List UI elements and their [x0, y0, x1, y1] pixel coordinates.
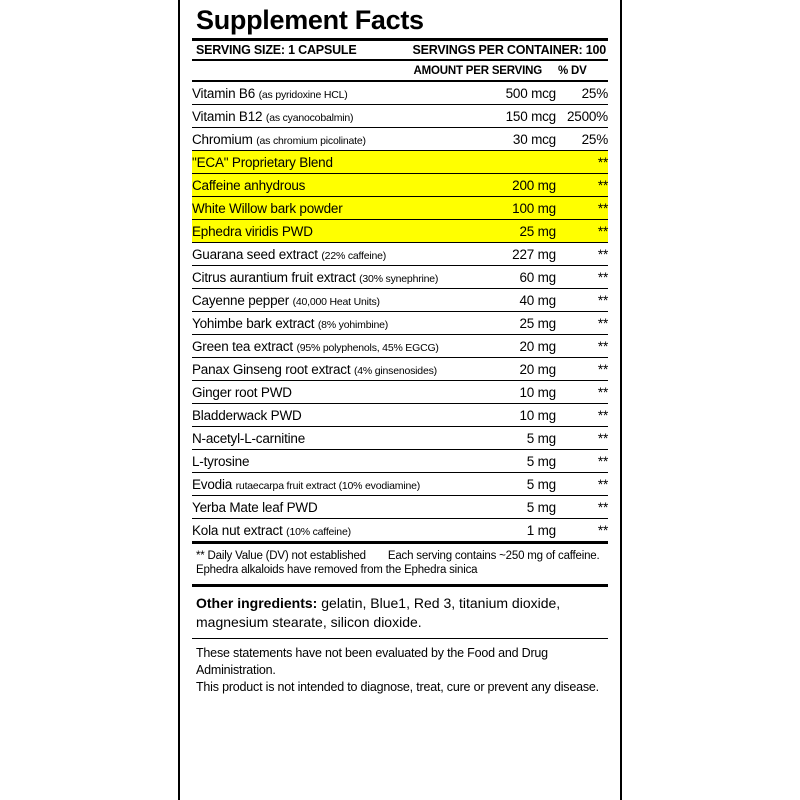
- table-row-highlighted: [192, 196, 608, 219]
- nutrient-name: [192, 357, 470, 380]
- nutrient-dv: **: [556, 518, 608, 542]
- nutrient-source-text: rutaecarpa fruit extract (10% evodiamine): [235, 479, 421, 492]
- nutrient-name: [192, 495, 470, 518]
- nutrient-dv: **: [556, 403, 608, 426]
- nutrient-source-text: (as cyanocobalmin): [265, 111, 354, 124]
- nutrient-dv: 25%: [556, 82, 608, 105]
- footnote-line-1: [196, 549, 606, 563]
- nutrient-name-text: Chromium: [192, 131, 253, 147]
- nutrient-name-text: "ECA" Proprietary Blend: [192, 154, 333, 170]
- nutrient-amount: 60 mg: [470, 265, 556, 288]
- amount-per-serving-header: AMOUNT PER SERVING: [413, 64, 542, 77]
- nutrient-dv: **: [556, 334, 608, 357]
- table-row: [192, 357, 608, 380]
- nutrient-name: [192, 311, 470, 334]
- nutrient-amount: 5 mg: [470, 472, 556, 495]
- nutrient-dv: **: [556, 219, 608, 242]
- nutrient-amount: 25 mg: [470, 311, 556, 334]
- table-row-highlighted: [192, 150, 608, 173]
- nutrient-amount: 100 mg: [470, 196, 556, 219]
- nutrient-dv: **: [556, 357, 608, 380]
- nutrient-name-text: Ginger root PWD: [192, 384, 292, 400]
- daily-value-header: % DV: [558, 64, 587, 77]
- page-title: Supplement Facts: [196, 5, 424, 35]
- nutrient-name-text: Yohimbe bark extract: [192, 315, 315, 331]
- nutrient-name-text: Vitamin B6: [192, 85, 256, 101]
- nutrient-name-text: Green tea extract: [192, 338, 293, 354]
- nutrient-source-text: (40,000 Heat Units): [292, 295, 380, 308]
- fda-disclaimer: [192, 638, 608, 700]
- nutrient-amount: 5 mg: [470, 495, 556, 518]
- table-row: [192, 334, 608, 357]
- nutrient-name-text: N-acetyl-L-carnitine: [192, 430, 306, 446]
- nutrient-dv: **: [556, 288, 608, 311]
- footnote-dv-text: ** Daily Value (DV) not established: [196, 549, 366, 562]
- nutrient-name-text: Kola nut extract: [192, 522, 283, 538]
- nutrient-amount: 200 mg: [470, 173, 556, 196]
- nutrient-dv: **: [556, 173, 608, 196]
- nutrient-amount: 500 mcg: [470, 82, 556, 105]
- serving-size-text: SERVING SIZE: 1 CAPSULE: [196, 42, 357, 57]
- table-row: [192, 380, 608, 403]
- nutrients-table-body: [192, 82, 608, 543]
- disclaimer-line-1: These statements have not been evaluated by the Food and Drug Administration.: [196, 645, 548, 677]
- nutrient-amount: 20 mg: [470, 334, 556, 357]
- nutrient-amount: 1 mg: [470, 518, 556, 542]
- nutrient-name: [192, 380, 470, 403]
- nutrient-name-text: Citrus aurantium fruit extract: [192, 269, 356, 285]
- nutrient-name-text: Yerba Mate leaf PWD: [192, 499, 318, 515]
- serving-info-row: [192, 41, 608, 59]
- table-row-highlighted: [192, 219, 608, 242]
- nutrient-dv: **: [556, 150, 608, 173]
- nutrient-dv: **: [556, 242, 608, 265]
- nutrient-name: [192, 150, 470, 173]
- nutrient-amount: 20 mg: [470, 357, 556, 380]
- nutrient-name: [192, 265, 470, 288]
- footnote: [192, 544, 608, 581]
- table-row: [192, 127, 608, 150]
- nutrient-name: [192, 242, 470, 265]
- nutrient-name: [192, 219, 470, 242]
- nutrient-name: [192, 173, 470, 196]
- nutrient-source-text: (as chromium picolinate): [256, 134, 366, 147]
- table-row: [192, 242, 608, 265]
- other-ingredients-text: gelatin, Blue1, Red 3, titanium dioxide, magnesium stearate, silicon dioxide.: [196, 595, 561, 630]
- disclaimer-line-2: This product is not intended to diagnose, treat, cure or prevent any disease.: [196, 679, 599, 694]
- nutrient-name-text: Bladderwack PWD: [192, 407, 302, 423]
- nutrient-dv: **: [556, 196, 608, 219]
- nutrient-source-text: (22% caffeine): [321, 249, 387, 262]
- nutrient-name-text: Guarana seed extract: [192, 246, 318, 262]
- nutrient-name: [192, 518, 470, 542]
- nutrient-dv: **: [556, 426, 608, 449]
- nutrient-dv: **: [556, 495, 608, 518]
- nutrient-name-text: Caffeine anhydrous: [192, 177, 306, 193]
- table-row: [192, 472, 608, 495]
- nutrient-name: [192, 472, 470, 495]
- nutrient-amount: 227 mg: [470, 242, 556, 265]
- nutrient-name-text: White Willow bark powder: [192, 200, 343, 216]
- table-row: [192, 426, 608, 449]
- table-row: [192, 311, 608, 334]
- nutrient-name-text: Panax Ginseng root extract: [192, 361, 351, 377]
- footnote-caffeine-text: Each serving contains ~250 mg of caffeine.: [387, 549, 600, 562]
- nutrient-name-text: Evodia: [192, 476, 233, 492]
- footnote-line-2: Ephedra alkaloids have removed from the Ephedra sinica: [196, 564, 478, 577]
- supplement-facts-panel: [178, 0, 622, 800]
- nutrient-name-text: Cayenne pepper: [192, 292, 290, 308]
- nutrient-name: [192, 196, 470, 219]
- nutrient-dv: **: [556, 311, 608, 334]
- nutrient-name-text: Ephedra viridis PWD: [192, 223, 313, 239]
- nutrient-name: [192, 403, 470, 426]
- table-row: [192, 265, 608, 288]
- table-row: [192, 403, 608, 426]
- nutrient-name: [192, 82, 470, 105]
- table-row: [192, 82, 608, 105]
- nutrient-amount: [470, 150, 556, 173]
- nutrient-dv: 25%: [556, 127, 608, 150]
- other-ingredients-section: [192, 584, 608, 637]
- nutrient-amount: 40 mg: [470, 288, 556, 311]
- nutrient-source-text: (8% yohimbine): [317, 318, 389, 331]
- nutrient-source-text: (as pyridoxine HCL): [258, 88, 348, 101]
- nutrient-amount: 25 mg: [470, 219, 556, 242]
- nutrient-name: [192, 426, 470, 449]
- other-ingredients-label: Other ingredients:: [196, 595, 318, 612]
- nutrient-amount: 150 mcg: [470, 104, 556, 127]
- nutrient-dv: **: [556, 449, 608, 472]
- nutrient-source-text: (10% caffeine): [286, 525, 351, 538]
- nutrient-name: [192, 104, 470, 127]
- nutrient-name-text: Vitamin B12: [192, 108, 263, 124]
- table-row-highlighted: [192, 173, 608, 196]
- table-row: [192, 104, 608, 127]
- nutrient-source-text: (30% synephrine): [359, 272, 439, 285]
- nutrient-source-text: (4% ginsenosides): [353, 364, 437, 377]
- nutrients-table: [192, 82, 608, 544]
- table-row: [192, 495, 608, 518]
- nutrient-name: [192, 449, 470, 472]
- table-row: [192, 288, 608, 311]
- servings-per-container-text: SERVINGS PER CONTAINER: 100: [412, 42, 606, 57]
- table-row: [192, 449, 608, 472]
- nutrient-name: [192, 127, 470, 150]
- nutrient-dv: **: [556, 265, 608, 288]
- column-headers: [192, 61, 608, 80]
- nutrient-amount: 5 mg: [470, 449, 556, 472]
- nutrient-amount: 10 mg: [470, 403, 556, 426]
- nutrient-dv: **: [556, 380, 608, 403]
- nutrient-dv: 2500%: [556, 104, 608, 127]
- nutrient-name-text: L-tyrosine: [192, 453, 250, 469]
- table-row: [192, 518, 608, 542]
- nutrient-amount: 5 mg: [470, 426, 556, 449]
- nutrient-amount: 10 mg: [470, 380, 556, 403]
- nutrient-amount: 30 mcg: [470, 127, 556, 150]
- nutrient-name: [192, 288, 470, 311]
- nutrient-source-text: (95% polyphenols, 45% EGCG): [296, 341, 439, 354]
- nutrient-dv: **: [556, 472, 608, 495]
- nutrient-name: [192, 334, 470, 357]
